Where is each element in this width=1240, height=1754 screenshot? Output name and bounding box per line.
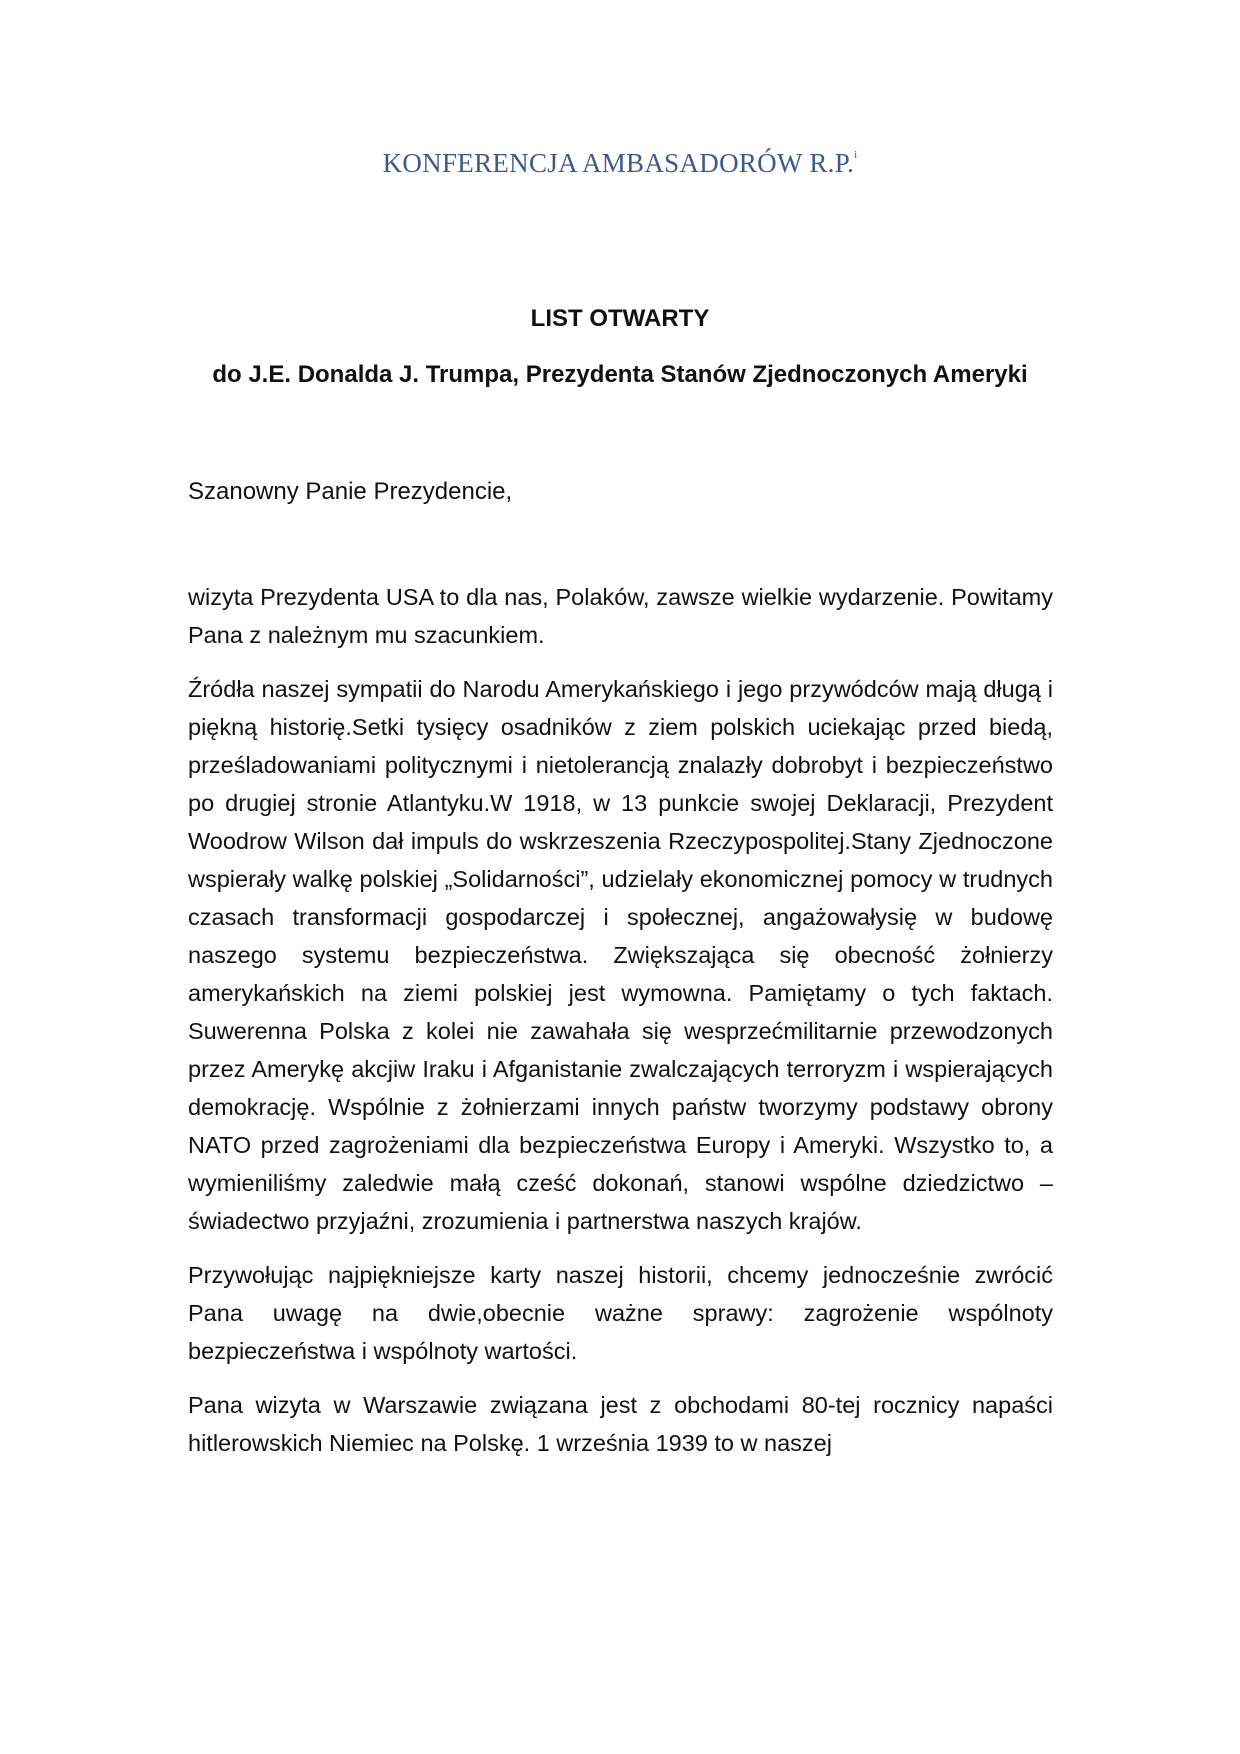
letter-addressee: do J.E. Donalda J. Trumpa, Prezydenta Stanów Zjednoczonych Ameryki [212,361,1028,388]
organization-name: KONFERENCJA AMBASADORÓW R.P. [382,148,855,178]
organization-header [0,148,1240,179]
paragraph: Przywołując najpiękniejsze karty naszej historii, chcemy jednocześnie zwrócić Pana uwagę na dwie,obecnie ważne sprawy: zagrożenie wspólnoty bezpieczeństwa i wspólnoty wartości. [188,1262,1053,1364]
salutation: Szanowny Panie Prezydencie, [188,478,513,505]
letter-title: LIST OTWARTY [530,305,710,332]
paragraph: Źródła naszej sympatii do Narodu Amerykańskiego i jego przywódców mają długą i piękną historię.Setki tysięcy osadników z ziem polskich uciekając przed biedą, prześladowaniami politycznymi i nietolerancją znalazły dobrobyt i bezpieczeństwo po drugiej stronie Atlantyku.W 1918, w 13 punkcie swojej Deklaracji, Prezydent Woodrow Wilson dał impuls do wskrzeszenia Rzeczypospolitej.Stany Zjednoczone wspierały walkę polskiej „Solidarności”, udzielały ekonomicznej pomocy w trudnych czasach transformacji gospodarczej i społecznej, angażowałysię w budowę naszego systemu bezpieczeństwa. Zwiększająca się obecność żołnierzy amerykańskich na ziemi polskiej jest wymowna. Pamiętamy o tych faktach. Suwerenna Polska z kolei nie zawahała się wesprzećmilitarnie przewodzonych przez Amerykę akcjiw Iraku i Afganistanie zwalczających terroryzm i wspierających demokrację. Wspólnie z żołnierzami innych państw tworzymy podstawy obrony NATO przed zagrożeniami dla bezpieczeństwa Europy i Ameryki. Wszystko to, a wymieniliśmy zaledwie małą cześć dokonań, stanowi wspólne dziedzictwo – świadectwo przyjaźni, zrozumienia i partnerstwa naszych krajów. [188,676,1053,1234]
paragraph: Pana wizyta w Warszawie związana jest z obchodami 80-tej rocznicy napaści hitlerowskich Niemiec na Polskę. 1 września 1939 to w naszej [188,1392,1053,1456]
footnote-marker: i [854,149,858,161]
letter-body [188,578,1053,1478]
paragraph: wizyta Prezydenta USA to dla nas, Polaków, zawsze wielkie wydarzenie. Powitamy Pana z należnym mu szacunkiem. [188,584,1053,648]
